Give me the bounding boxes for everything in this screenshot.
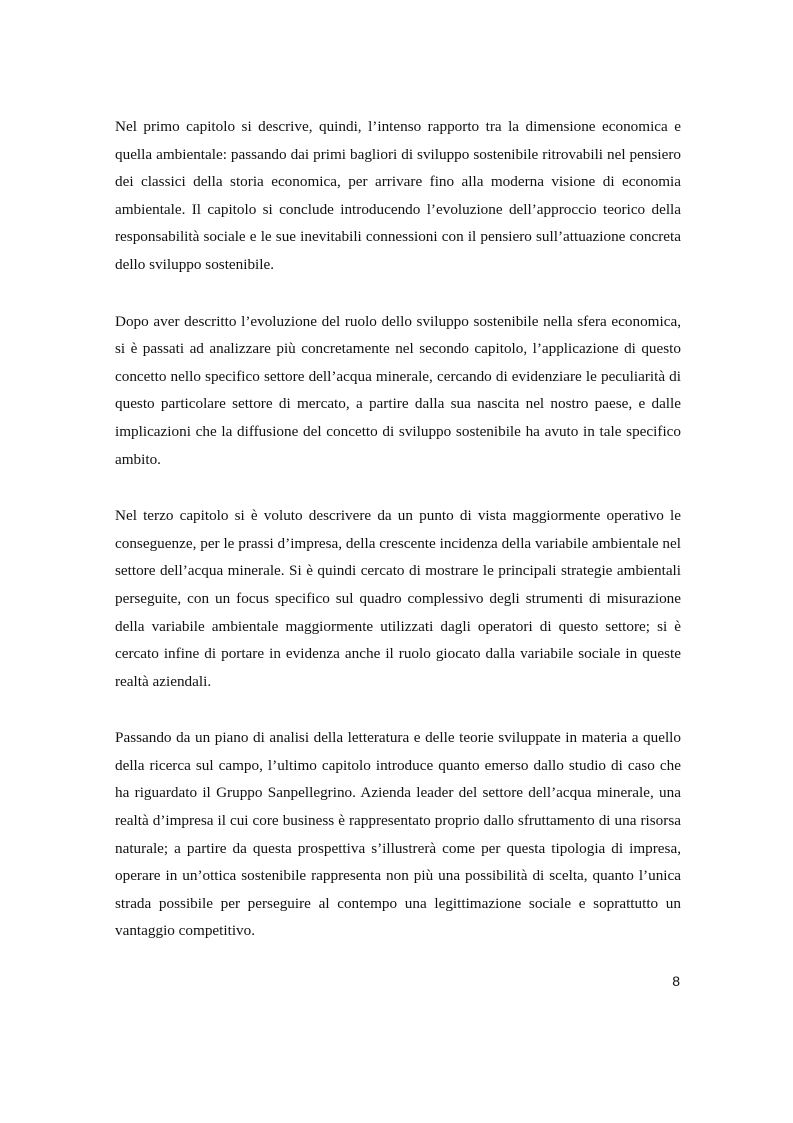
paragraph-chapter-one: Nel primo capitolo si descrive, quindi, l’intenso rapporto tra la dimensione economica e quella ambientale: passando dai primi bagliori di sviluppo sostenibile ritrovabili nel pensiero dei classici della storia economica, per arrivare fino alla moderna visione di economia ambientale. Il capitolo si conclude introducendo l’evoluzione dell’approccio teorico della responsabilità sociale e le sue inevitabili connessioni con il pensiero sull’attuazione concreta dello sviluppo sostenibile.: [115, 118, 681, 273]
paragraph-chapter-three: Nel terzo capitolo si è voluto descrivere da un punto di vista maggiormente operativo le conseguenze, per le prassi d’impresa, della crescente incidenza della variabile ambientale nel settore dell’acqua minerale. Si è quindi cercato di mostrare le principali strategie ambientali perseguite, con un focus specifico sul quadro complessivo degli strumenti di misurazione della variabile ambientale maggiormente utilizzati dagli operatori di questo settore; si è cercato infine di portare in evidenza anche il ruolo giocato dalla variabile sociale in queste realtà aziendali.: [115, 507, 681, 690]
paragraph-chapter-four: Passando da un piano di analisi della letteratura e delle teorie sviluppate in materia a quello della ricerca sul campo, l’ultimo capitolo introduce quanto emerso dallo studio di caso che ha riguardato il Gruppo Sanpellegrino. Azienda leader del settore dell’acqua minerale, una realtà d’impresa il cui core business è rappresentato proprio dallo sfruttamento di una risorsa naturale; a partire da questa prospettiva s’illustrerà come per questa tipologia di impresa, operare in un’ottica sostenibile rappresenta non più una possibilità di scelta, quanto l’unica strada possibile per perseguire al contempo una legittimazione sociale e soprattutto un vantaggio competitivo.: [115, 729, 681, 940]
document-body: [115, 113, 681, 945]
page-number: 8: [672, 973, 680, 989]
paragraph-chapter-two: Dopo aver descritto l’evoluzione del ruolo dello sviluppo sostenibile nella sfera economica, si è passati ad analizzare più concretamente nel secondo capitolo, l’applicazione di questo concetto nello specifico settore dell’acqua minerale, cercando di evidenziare le peculiarità di questo particolare settore di mercato, a partire dalla sua nascita nel nostro paese, e dalle implicazioni che la diffusione del concetto di sviluppo sostenibile ha avuto in tale specifico ambito.: [115, 312, 681, 468]
